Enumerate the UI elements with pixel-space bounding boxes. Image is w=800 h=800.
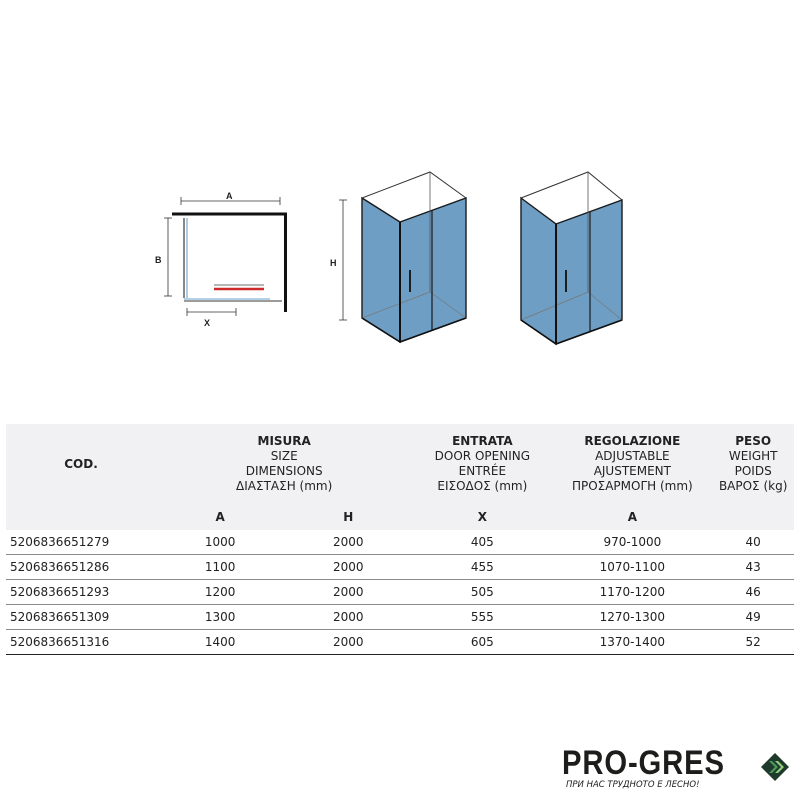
- table-row: [6, 555, 794, 580]
- logo-wordmark: PRO-GRES: [562, 744, 725, 782]
- subheader-empty: [6, 504, 156, 530]
- subheader-h: H: [343, 509, 354, 524]
- table-row: [6, 580, 794, 605]
- cell-adjust: 1070-1100: [552, 555, 712, 580]
- cell-x: 405: [412, 530, 552, 555]
- cell-weight: 40: [712, 530, 794, 555]
- cell-h: 2000: [284, 605, 412, 630]
- cell-adjust: 1370-1400: [552, 630, 712, 655]
- cell-adjust: 1270-1300: [552, 605, 712, 630]
- header-size: MISURA SIZE DIMENSIONS ΔΙΑΣΤΑΣΗ (mm): [236, 434, 333, 493]
- table-header-row: [6, 424, 794, 504]
- cell-code: 5206836651279: [6, 530, 156, 555]
- cell-code: 5206836651293: [6, 580, 156, 605]
- subheader-adj: A: [627, 509, 637, 524]
- perspective-view-rotated: [521, 172, 622, 344]
- cell-code: 5206836651316: [6, 630, 156, 655]
- table-row: [6, 530, 794, 555]
- cell-adjust: 1170-1200: [552, 580, 712, 605]
- plan-label-b: B: [155, 255, 162, 265]
- cell-a: 1300: [156, 605, 284, 630]
- plan-label-x: X: [204, 318, 211, 328]
- logo-tagline: ПРИ НАС ТРУДНОТО Е ЛЕСНО!: [566, 780, 700, 790]
- table-row: [6, 605, 794, 630]
- cell-h: 2000: [284, 630, 412, 655]
- specification-table: [6, 424, 794, 655]
- cell-weight: 49: [712, 605, 794, 630]
- subheader-weight-empty: [712, 504, 794, 530]
- cell-a: 1200: [156, 580, 284, 605]
- cell-code: 5206836651286: [6, 555, 156, 580]
- cell-a: 1000: [156, 530, 284, 555]
- cell-adjust: 970-1000: [552, 530, 712, 555]
- header-adjust: REGOLAZIONE ADJUSTABLE AJUSTEMENT ΠΡΟΣΑΡΜΟΓΗ (mm): [571, 434, 693, 493]
- cell-x: 555: [412, 605, 552, 630]
- header-weight: PESO WEIGHT POIDS ΒΑΡΟΣ (kg): [718, 434, 788, 493]
- side-label-h: H: [330, 258, 337, 268]
- diamond-arrow-icon: [760, 752, 790, 782]
- perspective-view-front: [330, 172, 466, 342]
- header-opening: ENTRATA DOOR OPENING ENTRÉE ΕΙΣΟΔΟΣ (mm): [434, 434, 531, 493]
- cell-weight: 46: [712, 580, 794, 605]
- subheader-x: X: [477, 509, 487, 524]
- cell-x: 605: [412, 630, 552, 655]
- plan-label-a: A: [226, 191, 233, 201]
- subheader-a: A: [215, 509, 225, 524]
- cell-weight: 43: [712, 555, 794, 580]
- header-code: COD.: [64, 456, 98, 471]
- cell-h: 2000: [284, 555, 412, 580]
- plan-view-diagram: [155, 191, 287, 328]
- cell-h: 2000: [284, 580, 412, 605]
- brand-logo: [562, 744, 792, 790]
- table-subheader-row: [6, 504, 794, 530]
- cell-weight: 52: [712, 630, 794, 655]
- table-row: [6, 630, 794, 655]
- cell-h: 2000: [284, 530, 412, 555]
- cell-x: 455: [412, 555, 552, 580]
- cell-a: 1100: [156, 555, 284, 580]
- cell-a: 1400: [156, 630, 284, 655]
- cell-x: 505: [412, 580, 552, 605]
- cell-code: 5206836651309: [6, 605, 156, 630]
